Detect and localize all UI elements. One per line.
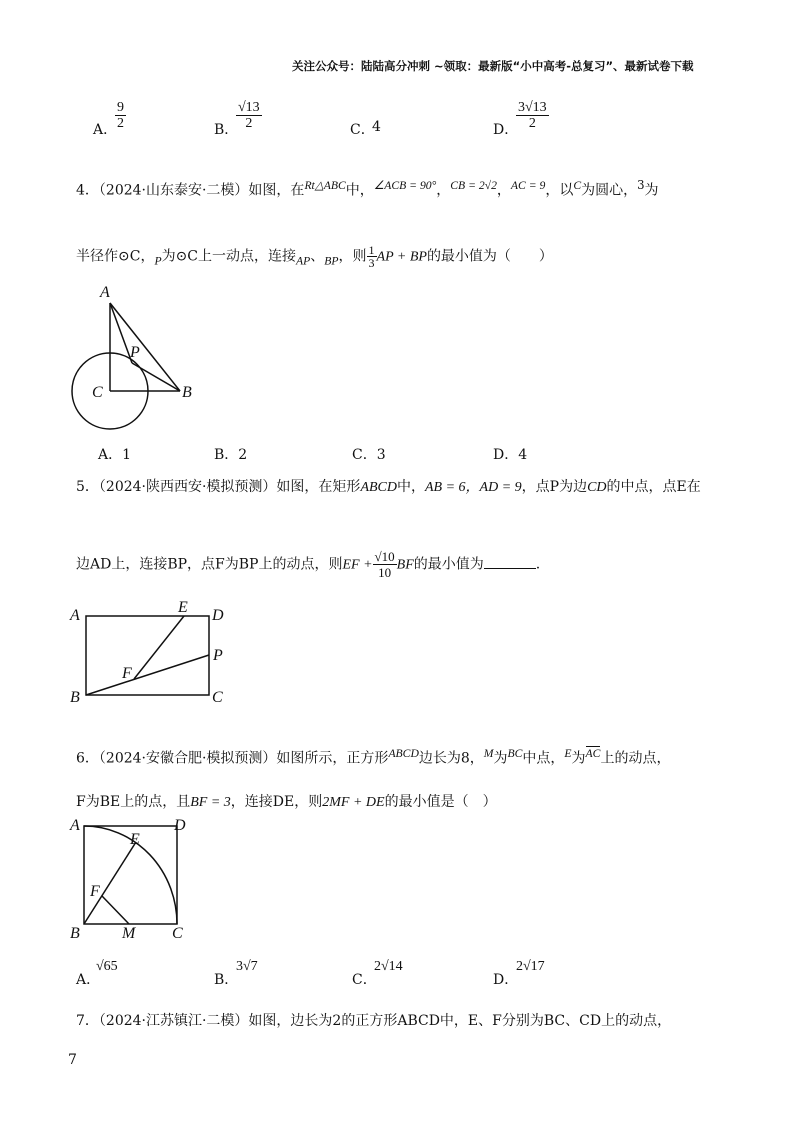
q4-option-b: B．2 <box>214 447 248 463</box>
q5-label-b: B <box>70 689 80 706</box>
q3-option-a-label: A． <box>93 122 118 138</box>
q5-label-p: P <box>213 647 223 664</box>
q4-option-d: D．4 <box>493 447 528 463</box>
q5-line-2: 边AD上，连接BP，点F为BP上的动点，则EF + $\frac{√10}{10}$ BF的最小值为 . <box>76 549 541 580</box>
q4-line-1: 4．（2024·山东泰安·二模）如图，在$^{Rt\triangle ABC}$中，$^{\angle ACB = 90^\circ}$，$^{CB = 2√2}$，$^{AC = 9}$，以$^C$为圆心，$^3$为 <box>76 178 659 199</box>
q4-label-p: P <box>130 344 140 361</box>
q3-option-a-value: $\frac{9}{2}$ <box>117 100 124 131</box>
q4-line-2: 半径作⊙C，$_P$为⊙C上一动点，连接$_{AP}$、$_{BP}$，则 $\frac{1}{3}$ AP + BP的最小值为（ ） <box>76 243 553 270</box>
q4-figure <box>60 275 210 435</box>
q6-option-d-value: 2√17 <box>516 959 545 974</box>
q5-line-1: 5．（2024·陕西西安·模拟预测）如图，在矩形ABCD中，AB = 6，AD = 9，点P为边CD的中点，点E在 <box>76 479 701 495</box>
q5-label-c: C <box>212 689 223 706</box>
q3-option-d-label: D． <box>493 122 519 138</box>
q6-label-b: B <box>70 925 80 942</box>
q6-option-b-value: 3√7 <box>236 959 258 974</box>
q5-label-e: E <box>178 599 188 616</box>
q5-label-d: D <box>212 607 224 624</box>
q7-line-1: 7．（2024·江苏镇江·二模）如图，边长为2的正方形ABCD中，E、F分别为BC、CD上的动点， <box>76 1013 672 1029</box>
q6-option-b-label: B． <box>214 972 239 988</box>
q3-option-c-value: 4 <box>372 119 381 135</box>
q3-option-b-label: B． <box>214 122 239 138</box>
q6-label-c: C <box>172 925 183 942</box>
q6-option-a-value: √65 <box>96 959 118 974</box>
q3-option-b-value: $\frac{√13}{2}$ <box>238 100 260 131</box>
q5-label-f: F <box>122 665 132 682</box>
q6-option-a-label: A． <box>76 972 101 988</box>
q4-option-c: C．3 <box>352 447 386 463</box>
q3-option-c-label: C． <box>350 122 375 138</box>
q6-option-c-value: 2√14 <box>374 959 403 974</box>
q6-label-f: F <box>90 883 100 900</box>
q5-answer-blank[interactable] <box>484 568 536 569</box>
q4-label-a: A <box>100 284 110 301</box>
q4-option-a: A．1 <box>98 447 132 463</box>
q5-figure <box>66 596 236 706</box>
q4-label-b: B <box>182 384 192 401</box>
q6-line-1: 6．（2024·安徽合肥·模拟预测）如图所示，正方形$^{ABCD}$边长为8，$^M$为$^{BC}$中点，$^E$为$^{AC}$上的动点， <box>76 747 671 767</box>
q3-option-d-value: $\frac{3√13}{2}$ <box>518 100 547 131</box>
page-header: 关注公众号：陆陆高分冲刺 ~领取：最新版“小中高考-总复习”、最新试卷下载 <box>292 59 694 73</box>
page-number: 7 <box>68 1052 77 1068</box>
q6-option-d-label: D． <box>493 972 519 988</box>
q6-figure <box>66 814 196 944</box>
q6-label-e: E <box>130 831 140 848</box>
q6-option-c-label: C． <box>352 972 377 988</box>
q6-line-2: F为BE上的点，且BF = 3，连接DE，则2MF + DE的最小值是（ ） <box>76 794 497 810</box>
q6-label-d: D <box>174 817 186 834</box>
q6-label-a: A <box>70 817 80 834</box>
q5-label-a: A <box>70 607 80 624</box>
q6-label-m: M <box>122 925 136 942</box>
q4-label-c: C <box>92 384 103 401</box>
